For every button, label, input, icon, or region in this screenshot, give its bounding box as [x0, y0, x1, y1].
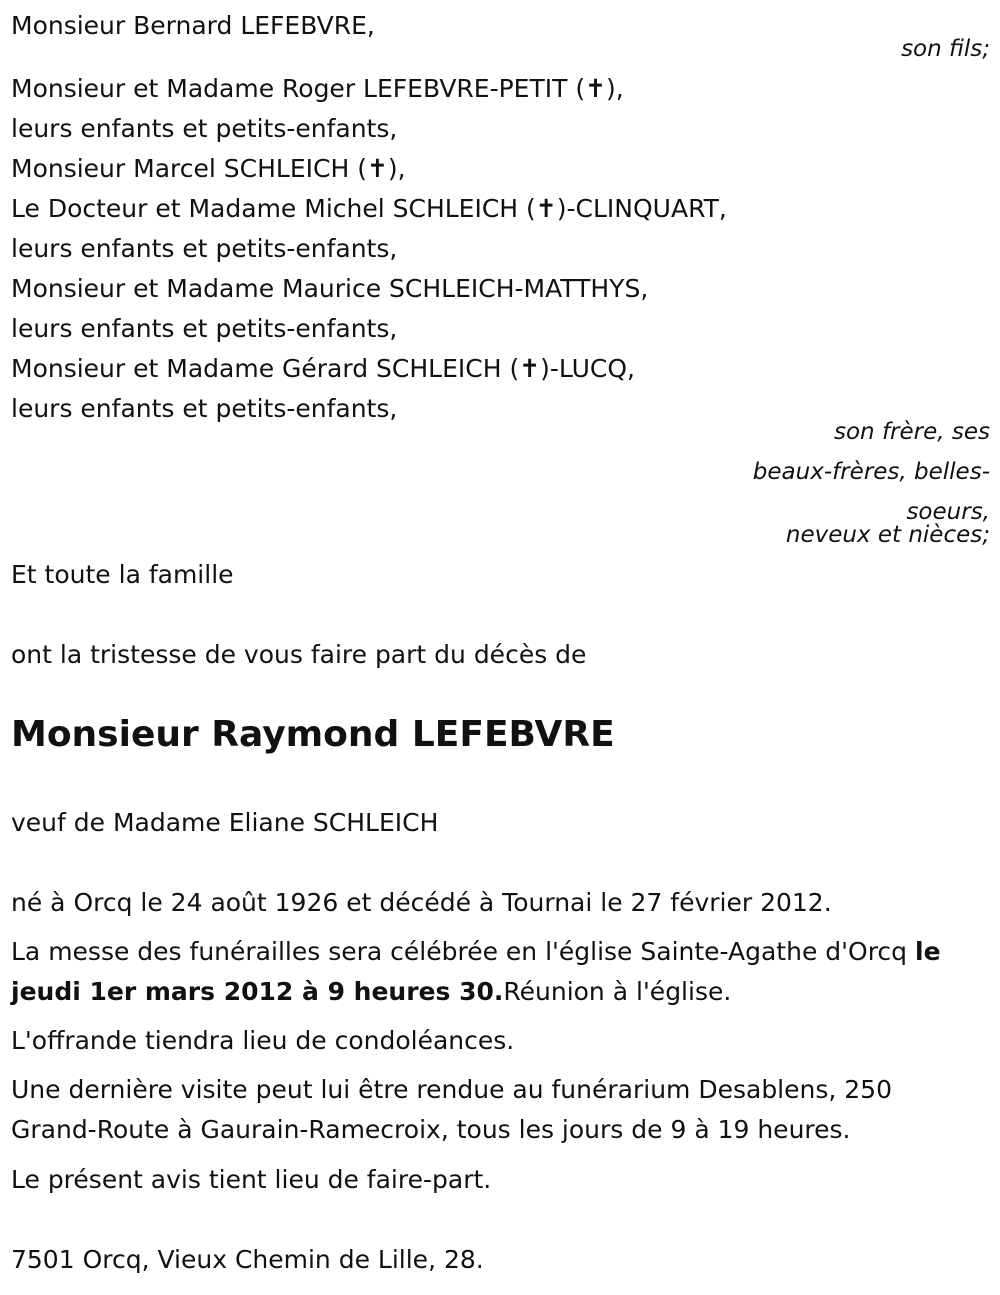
offering-line: L'offrande tiendra lieu de condoléances. [11, 1026, 515, 1055]
family-line: Le Docteur et Madame Michel SCHLEICH (✝)-CLINQUART, [11, 194, 727, 223]
visit-line-2: Grand-Route à Gaurain-Ramecroix, tous les jours de 9 à 19 heures. [11, 1115, 851, 1144]
relation-label: son fils; [901, 36, 990, 62]
family-line: Monsieur et Madame Maurice SCHLEICH-MATTHYS, [11, 274, 649, 303]
relation-label: son frère, ses [834, 419, 990, 445]
family-line: leurs enfants et petits-enfants, [11, 394, 398, 423]
funeral-text: Réunion à l'église. [503, 977, 732, 1006]
family-line: leurs enfants et petits-enfants, [11, 314, 398, 343]
relation-label: soeurs, [906, 499, 990, 525]
announcement-text: ont la tristesse de vous faire part du décès de [11, 640, 587, 669]
notice-line: Le présent avis tient lieu de faire-part. [11, 1165, 492, 1194]
relation-label: neveux et nièces; [785, 522, 990, 548]
funeral-date-bold: jeudi 1er mars 2012 à 9 heures 30. [11, 977, 504, 1006]
funeral-line-1 [11, 937, 941, 967]
visit-line-1: Une dernière visite peut lui être rendue au funérarium Desablens, 250 [11, 1075, 892, 1104]
deceased-name: Monsieur Raymond LEFEBVRE [11, 714, 615, 755]
family-line: Monsieur et Madame Roger LEFEBVRE-PETIT (✝), [11, 74, 624, 103]
family-line: Monsieur et Madame Gérard SCHLEICH (✝)-LUCQ, [11, 354, 635, 383]
birth-death-line: né à Orcq le 24 août 1926 et décédé à Tournai le 27 février 2012. [11, 888, 832, 917]
relation-label: beaux-frères, belles- [752, 459, 990, 485]
funeral-line-2 [11, 977, 731, 1007]
family-line: Monsieur Bernard LEFEBVRE, [11, 11, 375, 40]
family-line: Et toute la famille [11, 560, 234, 589]
family-line: leurs enfants et petits-enfants, [11, 234, 398, 263]
family-line: Monsieur Marcel SCHLEICH (✝), [11, 154, 406, 183]
address-line: 7501 Orcq, Vieux Chemin de Lille, 28. [11, 1245, 484, 1274]
funeral-text: La messe des funérailles sera célébrée en l'église Sainte-Agathe d'Orcq [11, 937, 915, 966]
funeral-date-bold: le [915, 937, 941, 966]
family-line: leurs enfants et petits-enfants, [11, 114, 398, 143]
widower-line: veuf de Madame Eliane SCHLEICH [11, 808, 439, 837]
